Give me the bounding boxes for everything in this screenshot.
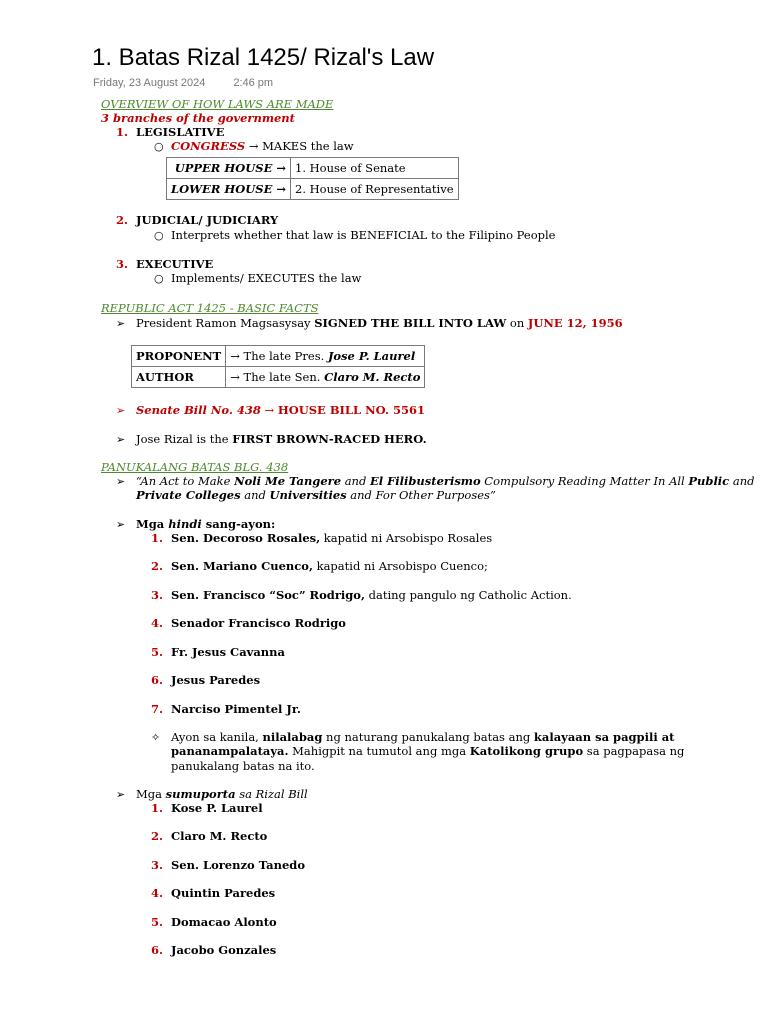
- text-segment: and For Other Purposes”: [346, 488, 496, 502]
- list-number: 1.: [151, 801, 164, 815]
- text-segment: → The late Sen.: [230, 370, 325, 384]
- opponent-name: Sen. Decoroso Rosales,: [171, 531, 321, 545]
- page-date: Friday, 23 August 2024: [93, 77, 206, 89]
- opinion-line-3: panukalang batas na ito.: [171, 759, 315, 773]
- text-segment: Compulsory Reading Matter In All: [480, 474, 689, 488]
- supporter-name: Domacao Alonto: [171, 915, 277, 929]
- congress-table: [166, 157, 459, 200]
- list-number: 3.: [151, 858, 164, 872]
- signing-date: JUNE 12, 1956: [527, 316, 623, 330]
- hollow-bullet-icon: ○: [154, 272, 164, 285]
- list-item: [171, 702, 301, 717]
- text-segment: →: [260, 403, 278, 417]
- opponent-name: Senador Francisco Rodrigo: [171, 616, 346, 630]
- table-cell: 2. House of Representative: [291, 179, 459, 200]
- text-segment: Mga: [136, 517, 169, 531]
- bill-line: [136, 403, 425, 418]
- branches-heading: 3 branches of the government: [101, 111, 295, 125]
- list-number: 3.: [151, 588, 164, 602]
- text-segment: President Ramon Magsasysay: [136, 316, 315, 330]
- list-number: 2.: [151, 829, 164, 843]
- table-cell: 1. House of Senate: [291, 158, 459, 179]
- opponent-note: kapatid ni Arsobispo Rosales: [320, 531, 493, 545]
- text-segment: hindi: [168, 517, 202, 531]
- senate-bill: Senate Bill No. 438: [136, 403, 261, 417]
- text-segment: Public: [688, 474, 730, 488]
- list-item: [171, 588, 572, 603]
- opponent-name: Jesus Paredes: [171, 673, 261, 687]
- table-cell: AUTHOR: [132, 367, 226, 388]
- page-time: 2:46 pm: [233, 77, 274, 89]
- text-segment: El Filibusterismo: [369, 474, 481, 488]
- hero-line: [136, 432, 427, 447]
- text-segment: Mahigpit na tumutol ang mga: [288, 744, 470, 758]
- overview-heading: OVERVIEW OF HOW LAWS ARE MADE: [101, 97, 334, 111]
- arrow-bullet-icon: ➢: [116, 475, 126, 488]
- table-row: [132, 367, 425, 388]
- text-segment: and: [729, 474, 755, 488]
- branch-description: [171, 139, 354, 154]
- text-segment: kalayaan sa pagpili at: [533, 730, 675, 744]
- list-number: 2.: [151, 559, 164, 573]
- list-number: 6.: [151, 673, 164, 687]
- table-cell: [226, 367, 425, 388]
- branch-number: 3.: [116, 257, 129, 271]
- table-cell: [226, 346, 425, 367]
- proponent-name: Jose P. Laurel: [327, 349, 416, 363]
- table-row: [167, 158, 459, 179]
- text-segment: pananampalataya.: [171, 744, 289, 758]
- panukala-heading: PANUKALANG BATAS BLG. 438: [101, 460, 289, 474]
- table-row: [132, 346, 425, 367]
- text-segment: Katolikong grupo: [469, 744, 584, 758]
- branch-number: 2.: [116, 213, 129, 227]
- text-segment: sumuporta: [165, 787, 236, 801]
- arrow-bullet-icon: ➢: [116, 433, 126, 446]
- supporter-name: Sen. Lorenzo Tanedo: [171, 858, 305, 872]
- arrow-bullet-icon: ➢: [116, 317, 126, 330]
- ra-heading: REPUBLIC ACT 1425 - BASIC FACTS: [101, 301, 319, 315]
- opponent-note: kapatid ni Arsobispo Cuenco;: [312, 559, 488, 573]
- author-name: Claro M. Recto: [324, 370, 421, 384]
- branch-name: JUDICIAL/ JUDICIARY: [136, 213, 279, 227]
- arrow-bullet-icon: ➢: [116, 518, 126, 531]
- text-segment: on: [506, 316, 528, 330]
- text-segment: Jose Rizal is the: [136, 432, 233, 446]
- house-bill: HOUSE BILL NO. 5561: [277, 403, 425, 417]
- act-quote-line-2: [136, 488, 496, 503]
- page-timestamp: [93, 77, 273, 89]
- list-item: [171, 673, 260, 688]
- text-segment: Mga: [136, 787, 166, 801]
- list-number: 4.: [151, 886, 164, 900]
- list-number: 4.: [151, 616, 164, 630]
- text-segment: nilalabag: [262, 730, 323, 744]
- list-item: [171, 531, 492, 546]
- arrow-bullet-icon: ➢: [116, 404, 126, 417]
- opponent-name: Narciso Pimentel Jr.: [171, 702, 301, 716]
- list-item: [171, 559, 488, 574]
- proponent-table: [131, 345, 425, 388]
- arrow-bullet-icon: ➢: [116, 788, 126, 801]
- text-segment: sa pagpapasa ng: [583, 744, 685, 758]
- opponent-name: Fr. Jesus Cavanna: [171, 645, 285, 659]
- supporter-name: Kose P. Laurel: [171, 801, 263, 815]
- congress-label: CONGRESS: [171, 139, 246, 153]
- list-number: 5.: [151, 645, 164, 659]
- table-row: [167, 179, 459, 200]
- congress-description: → MAKES the law: [245, 139, 354, 153]
- list-item: [171, 616, 346, 631]
- text-segment: → The late Pres.: [230, 349, 328, 363]
- branch-name: LEGISLATIVE: [136, 125, 225, 139]
- branch-description: Implements/ EXECUTES the law: [171, 271, 362, 285]
- branch-description: Interprets whether that law is BENEFICIAL to the Filipino People: [171, 228, 556, 242]
- text-segment: Universities: [269, 488, 347, 502]
- ra-signed-line: [136, 316, 623, 331]
- text-segment: Ayon sa kanila,: [171, 730, 263, 744]
- text-segment: and: [341, 474, 370, 488]
- branch-name: EXECUTIVE: [136, 257, 214, 271]
- text-segment: Noli Me Tangere: [234, 474, 342, 488]
- opponent-name: Sen. Mariano Cuenco,: [171, 559, 313, 573]
- supporter-name: Claro M. Recto: [171, 829, 268, 843]
- list-number: 7.: [151, 702, 164, 716]
- support-heading: [136, 787, 308, 802]
- page-title: 1. Batas Rizal 1425/ Rizal's Law: [92, 44, 435, 71]
- table-cell: LOWER HOUSE →: [167, 179, 291, 200]
- text-segment: Private Colleges: [136, 488, 241, 502]
- opponent-name: Sen. Francisco “Soc” Rodrigo,: [171, 588, 365, 602]
- text-segment: and: [240, 488, 270, 502]
- act-quote-line-1: [136, 474, 754, 489]
- list-item: [171, 645, 285, 660]
- opinion-line-1: [171, 730, 674, 745]
- list-number: 5.: [151, 915, 164, 929]
- text-segment: ng naturang panukalang batas ang: [322, 730, 534, 744]
- table-cell: PROPONENT: [132, 346, 226, 367]
- opponent-note: dating pangulo ng Catholic Action.: [364, 588, 572, 602]
- text-segment: sa Rizal Bill: [235, 787, 308, 801]
- supporter-name: Quintin Paredes: [171, 886, 276, 900]
- text-segment: “An Act to Make: [136, 474, 235, 488]
- against-heading: [136, 517, 275, 532]
- text-segment: sang-ayon:: [201, 517, 276, 531]
- text-segment: FIRST BROWN-RACED HERO.: [232, 432, 427, 446]
- table-cell: UPPER HOUSE →: [167, 158, 291, 179]
- list-number: 1.: [151, 531, 164, 545]
- branch-number: 1.: [116, 125, 129, 139]
- opinion-line-2: [171, 744, 684, 759]
- hollow-bullet-icon: ○: [154, 140, 164, 153]
- list-number: 6.: [151, 943, 164, 957]
- text-segment: SIGNED THE BILL INTO LAW: [314, 316, 507, 330]
- hollow-bullet-icon: ○: [154, 229, 164, 242]
- supporter-name: Jacobo Gonzales: [171, 943, 277, 957]
- diamond-bullet-icon: ✧: [151, 731, 161, 744]
